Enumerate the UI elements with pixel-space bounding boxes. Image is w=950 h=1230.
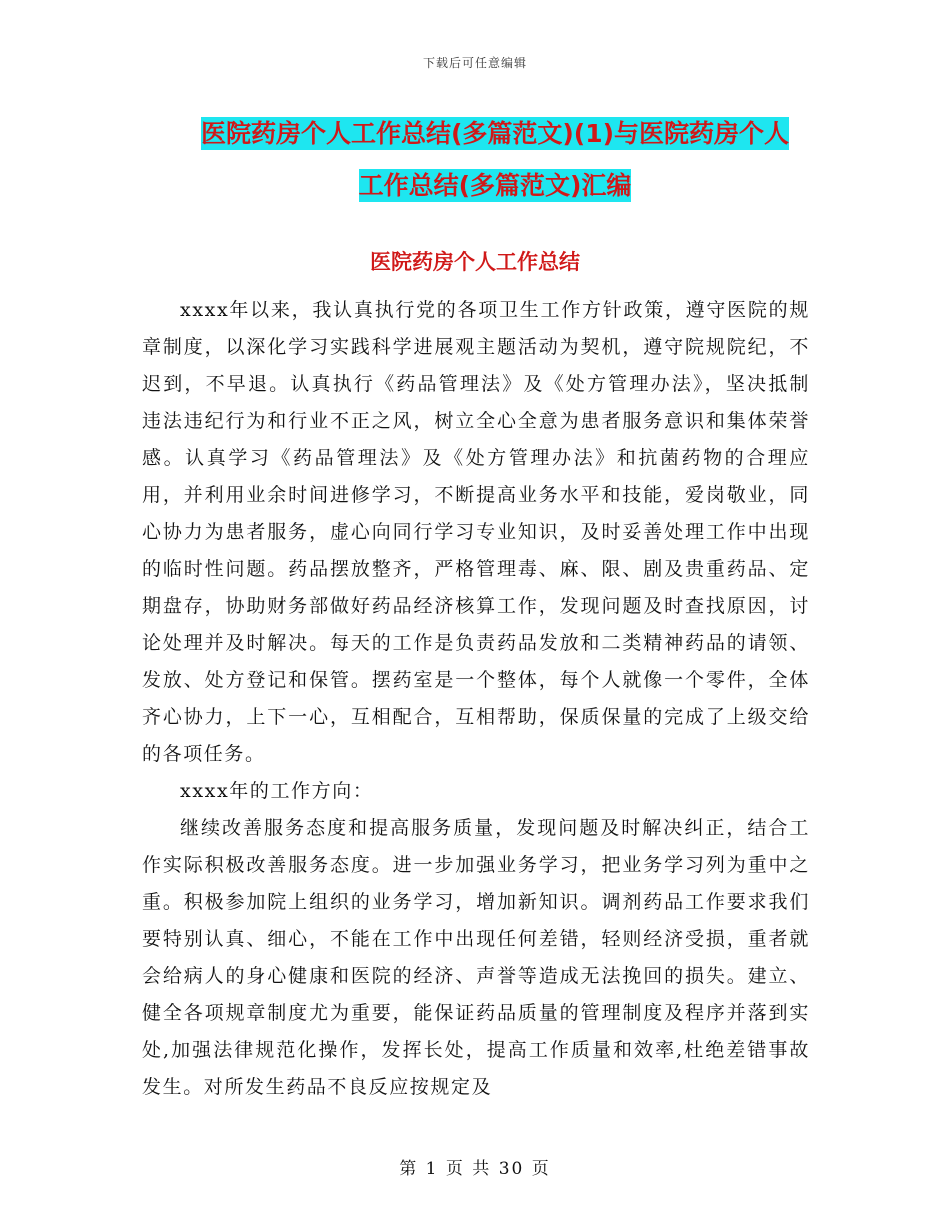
document-title-line-2: 工作总结(多篇范文)汇编 — [358, 171, 632, 200]
header-note: 下载后可任意编辑 — [422, 56, 527, 70]
section-title: 医院药房个人工作总结 — [370, 250, 580, 274]
document-title — [170, 108, 820, 212]
body-paragraph-1: xxxx年以来，我认真执行党的各项卫生工作方针政策，遵守医院的规章制度，以深化学习实践科学进展观主题活动为契机，遵守院规院纪，不迟到，不早退。认真执行《药品管理法》及《处方管理办法》，坚决抵制违法违纪行为和行业不正之风，树立全心全意为患者服务意识和集体荣誉感。认真学习《药品管理法》及《处方管理办法》和抗菌药物的合理应用，并利用业余时间进修学习，不断提高业务水平和技能，爱岗敬业，同心协力为患者服务，虚心向同行学习专业知识，及时妥善处理工作中出现的临时性问题。药品摆放整齐，严格管理毒、麻、限、剧及贵重药品、定期盘存，协助财务部做好药品经济核算工作，发现问题及时查找原因，讨论处理并及时解决。每天的工作是负责药品发放和二类精神药品的请领、发放、处方登记和保管。摆药室是一个整体，每个人就像一个零件，全体齐心协力，上下一心，互相配合，互相帮助，保质保量的完成了上级交给的各项任务。 — [142, 299, 810, 765]
body-paragraph-2: xxxx年的工作方向： — [180, 780, 374, 802]
page-number: 第 1 页 共 30 页 — [399, 1159, 551, 1179]
document-title-line-1: 医院药房个人工作总结(多篇范文)(1)与医院药房个人 — [200, 119, 790, 148]
document-body — [142, 292, 810, 1106]
body-paragraph-3: 继续改善服务态度和提高服务质量，发现问题及时解决纠正，结合工作实际积极改善服务态度。进一步加强业务学习，把业务学习列为重中之重。积极参加院上组织的业务学习，增加新知识。调剂药品工作要求我们要特别认真、细心，不能在工作中出现任何差错，轻则经济受损，重者就会给病人的身心健康和医院的经济、声誉等造成无法挽回的损失。建立、健全各项规章制度尤为重要，能保证药品质量的管理制度及程序并落到实处,加强法律规范化操作，发挥长处，提高工作质量和效率,杜绝差错事故发生。对所发生药品不良反应按规定及 — [142, 817, 810, 1098]
